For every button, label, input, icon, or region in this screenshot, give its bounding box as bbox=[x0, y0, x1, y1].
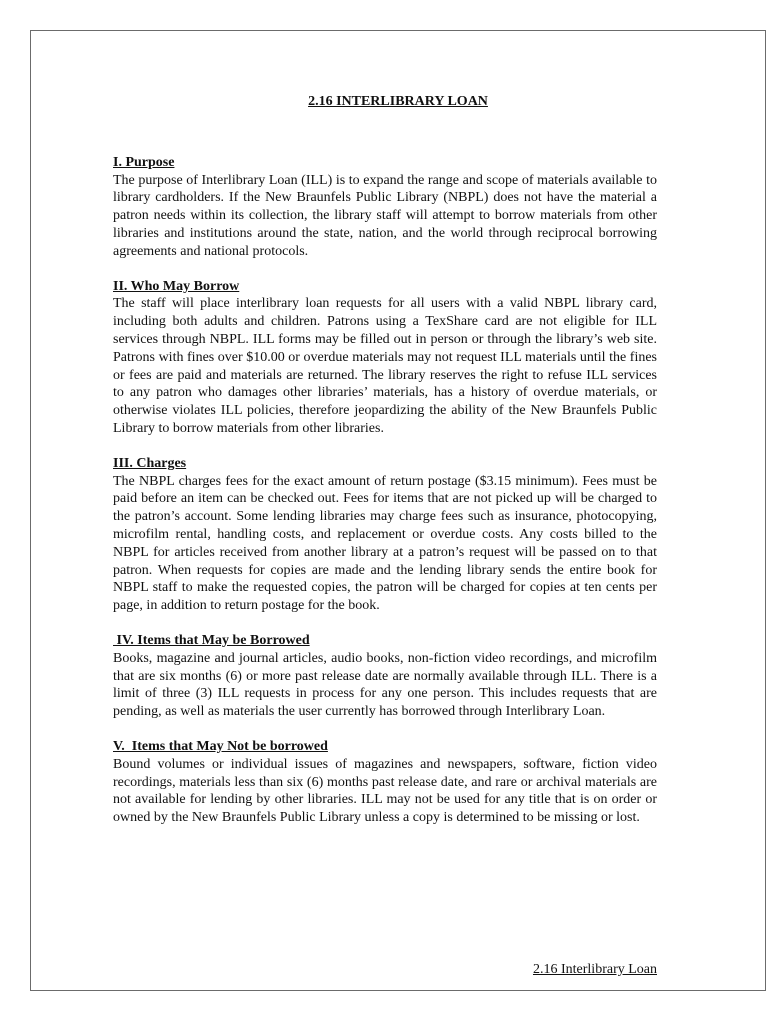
document-content bbox=[113, 93, 657, 844]
section-paragraph: Books, magazine and journal articles, audio books, non-fiction video recordings, and microfilm that are six months (6) or more past release date are normally available through ILL. There is a limit of three (3) ILL requests in process for any one person. This includes requests that are pending, as well as materials the user currently has borrowed through Interlibrary Loan. bbox=[113, 650, 657, 720]
section-heading: IV. Items that May be Borrowed bbox=[113, 632, 310, 648]
section-heading: I. Purpose bbox=[113, 154, 175, 170]
section-paragraph: The purpose of Interlibrary Loan (ILL) is to expand the range and scope of materials available to library cardholders. If the New Braunfels Public Library (NBPL) does not have the material a patron needs within its collection, the library staff will attempt to borrow materials from other libraries and institutions around the state, nation, and the world through reciprocal borrowing agreements and national protocols. bbox=[113, 172, 657, 259]
section-charges bbox=[113, 455, 657, 615]
section-purpose bbox=[113, 154, 657, 261]
section-who-may-borrow bbox=[113, 278, 657, 438]
page-footer: 2.16 Interlibrary Loan bbox=[532, 962, 657, 977]
document-title: 2.16 INTERLIBRARY LOAN bbox=[308, 94, 488, 109]
section-heading: II. Who May Borrow bbox=[113, 278, 240, 294]
section-paragraph: The staff will place interlibrary loan requests for all users with a valid NBPL library card, including both adults and children. Patrons using a TexShare card are not eligible for ILL services through NBPL. ILL forms may be filled out in person or through the library’s web site. Patrons with fines over $10.00 or overdue materials may not request ILL materials until the fines or fees are paid and materials are returned. The library reserves the right to refuse ILL services to any patron who damages other libraries’ materials, has a history of overdue materials, or otherwise violates ILL policies, therefore jeopardizing the ability of the New Braunfels Public Library to borrow materials from other libraries. bbox=[113, 296, 657, 436]
section-heading: III. Charges bbox=[113, 455, 187, 471]
section-paragraph: Bound volumes or individual issues of magazines and newspapers, software, fiction video recordings, materials less than six (6) months past release date, and rare or archival materials are not available for lending by other libraries. ILL may not be used for any title that is on order or owned by the New Braunfels Public Library unless a copy is determined to be missing or lost. bbox=[113, 756, 657, 826]
section-paragraph: The NBPL charges fees for the exact amount of return postage ($3.15 minimum). Fees must be paid before an item can be checked out. Fees for items that are not picked up will be charged to the patron’s account. Some lending libraries may charge fees such as insurance, photocopying, microfilm rental, handling costs, and replacement or overdue costs. Any costs billed to the NBPL for articles received from another library at a patron’s request will be passed on to that patron. When requests for copies are made and the lending library sends the entire book for NBPL staff to make the requested copies, the patron will be charged for copies at ten cents per page, in addition to return postage for the book. bbox=[113, 473, 657, 614]
section-items-may-not-be-borrowed bbox=[113, 738, 657, 827]
section-heading: V. Items that May Not be borrowed bbox=[113, 738, 328, 754]
section-items-may-be-borrowed bbox=[113, 632, 657, 721]
